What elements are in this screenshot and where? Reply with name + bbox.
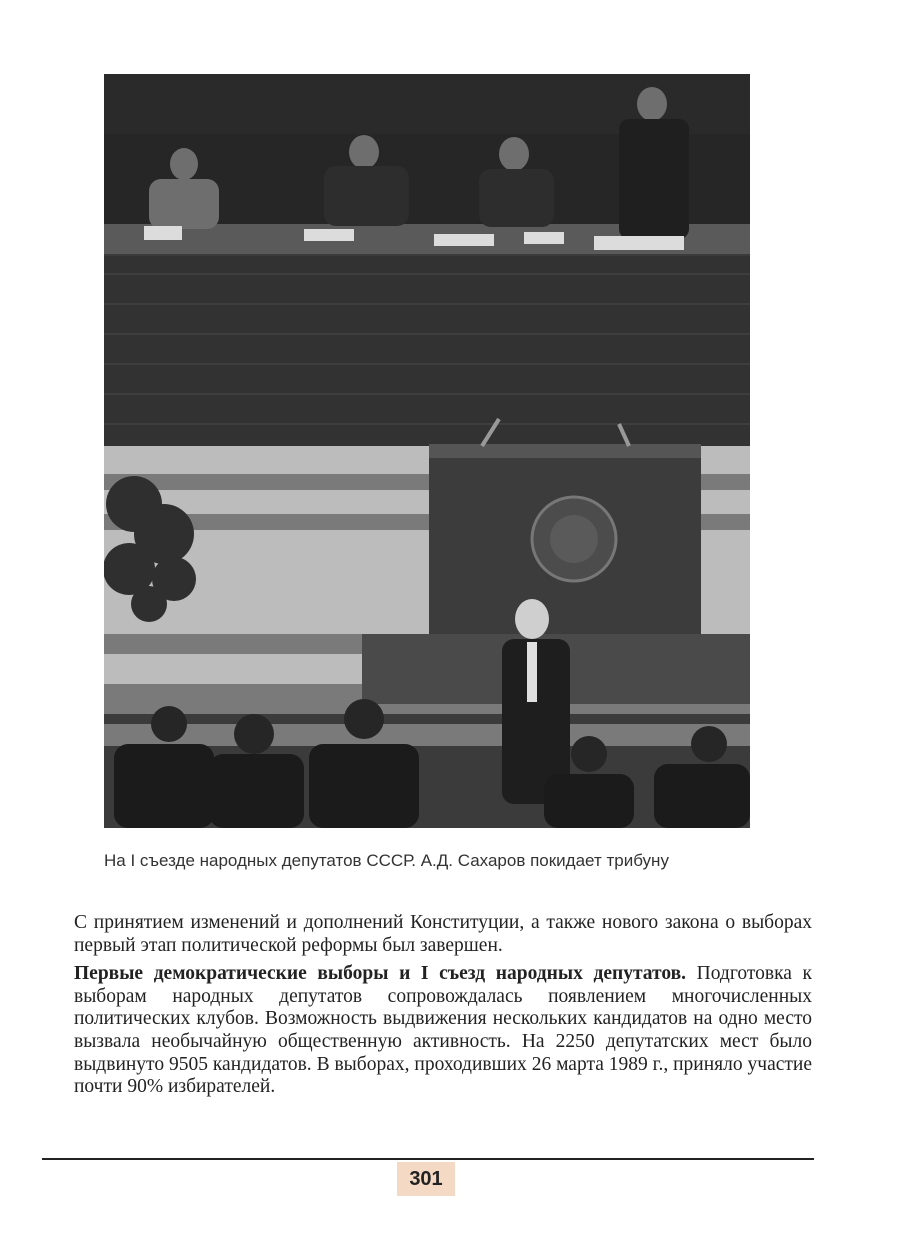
paragraph-2	[74, 963, 812, 1099]
page-number: 301	[397, 1162, 455, 1196]
congress-photo	[104, 74, 750, 828]
paragraph-1: С принятием изменений и дополнений Конституции, а также нового закона о выборах первый этап политической реформы был завершен.	[74, 912, 812, 956]
section-heading: Первые демократические выборы и I съезд народных депутатов.	[74, 963, 687, 985]
photo-caption: На I съезде народных депутатов СССР. А.Д. Сахаров покидает трибуну	[104, 851, 669, 870]
footer-rule	[42, 1158, 814, 1160]
paragraph-2-body: Подготовка к выборам народных депутатов сопровождалась появлением многочисленных политических клубов. Возможность выдвижения нескольких кандидатов на одно место вызвала необычайную общественную активность. На 2250 депутатских мест было выдвинуто 9505 кандидатов. В выборах, проходивших 26 марта 1989 г., приняло участие почти 90% избирателей.	[74, 963, 812, 1098]
body-text	[74, 912, 812, 1099]
photo	[104, 74, 750, 828]
